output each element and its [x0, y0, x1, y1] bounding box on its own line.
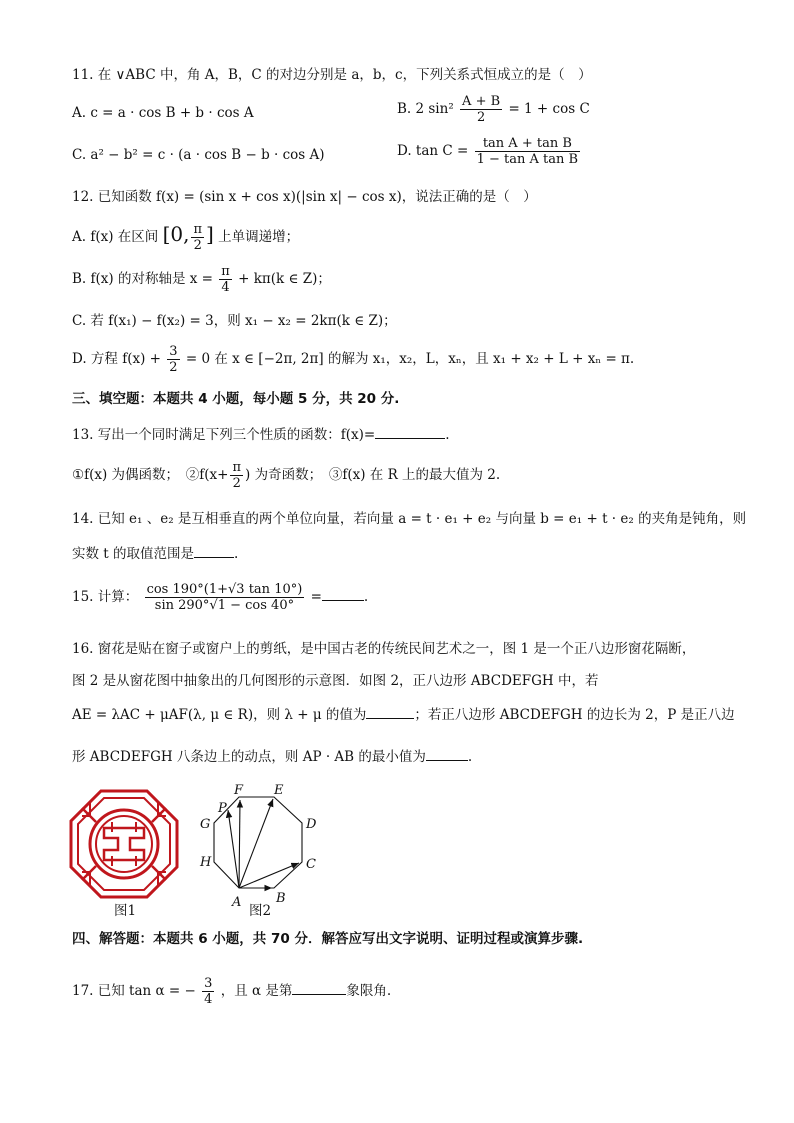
q12-option-d: D. 方程 f(x) + $\frac{3}{2}$ = 0 在 x ∈ [−2π, 2π] 的解为 x₁，x₂，L，xₙ，且 x₁ + x₂ + L + xₙ = π.	[72, 344, 635, 375]
q12-d-fraction: $\frac{3}{2}$	[169, 344, 178, 375]
vertex-label-e: E	[274, 783, 284, 798]
vertex-label-d: D	[306, 817, 317, 832]
q15: 15. 计算： $\frac{\cos 190^\circ(1+√3 \tan 10^\circ)}{\sin 290^\circ√1 - \cos 40^\circ}$ = .	[72, 582, 369, 613]
figure-1-caption: 图1	[114, 903, 137, 919]
q11-b-fraction: $\frac{A + B}{2}$	[462, 94, 501, 125]
q15-fraction: $\frac{\cos 190^\circ(1+√3 \tan 10^\circ)}{\sin 290^\circ√1 - \cos 40^\circ}$	[146, 582, 303, 613]
q16-line4: 形 ABCDEFGH 八条边上的动点，则 AP · AB 的最小值为 .	[72, 749, 473, 765]
q13-answer-blank	[375, 438, 445, 439]
q11-option-b: B. 2 sin² $\frac{A + B}{2}$ = 1 + cos C	[397, 94, 590, 125]
vertex-label-c: C	[306, 857, 316, 872]
q16-line3: AE = λAC + μAF(λ, μ ∈ R)，则 λ + μ 的值为 ；若正八边形 ABCDEFGH 的边长为 2，P 是正八边	[72, 707, 735, 723]
q17-fraction: $\frac{3}{4}$	[204, 976, 213, 1007]
q11-option-a: A. c = a · cos B + b · cos A	[72, 105, 254, 121]
q12-option-a: A. f(x) 在区间 [0, $\frac{\pi}{2}$ ] 上单调递增；	[72, 222, 300, 253]
figure-2-octagon-diagram	[196, 780, 336, 910]
q16-answer-blank-1	[366, 718, 414, 719]
vertex-label-g: G	[200, 817, 211, 832]
point-label-p: P	[218, 801, 227, 816]
q11-stem: 11. 在 ∨ABC 中，角 A，B，C 的对边分别是 a，b，c，下列关系式恒成立的是（ ）	[72, 67, 592, 83]
q11-option-d: D. tan C = $\frac{\text{tan A + tan B}}{\text{1 − tan A tan B}}$	[397, 136, 579, 167]
q12-option-c: C. 若 f(x₁) − f(x₂) = 3，则 x₁ − x₂ = 2kπ(k ∈ Z)；	[72, 313, 397, 329]
vertex-label-h: H	[200, 855, 212, 870]
q12-a-fraction: $\frac{\pi}{2}$	[193, 222, 203, 253]
lattice-pattern	[71, 791, 177, 897]
q14-answer-blank	[194, 557, 234, 558]
section-4-heading: 四、解答题：本题共 6 小题，共 70 分．解答应写出文字说明、证明过程或演算步骤.	[72, 931, 584, 947]
q14-line2: 实数 t 的取值范围是 .	[72, 546, 239, 562]
vertex-label-a: A	[232, 895, 242, 910]
figure-1-window-lattice	[68, 788, 180, 900]
figure-2-caption: 图2	[249, 903, 272, 919]
q17: 17. 已知 tan α = − $\frac{3}{4}$ ，且 α 是第 象限角.	[72, 976, 392, 1007]
vertex-label-b: B	[276, 891, 286, 906]
q13-stem: 13. 写出一个同时满足下列三个性质的函数：f(x)= .	[72, 427, 450, 443]
q16-line2: 图 2 是从窗花图中抽象出的几何图形的示意图．如图 2，正八边形 ABCDEFGH 中，若	[72, 673, 599, 689]
q16-line1: 16. 窗花是贴在窗子或窗户上的剪纸，是中国古老的传统民间艺术之一，图 1 是一个正八边形窗花隔断，	[72, 641, 696, 657]
q13-fraction: $\frac{\pi}{2}$	[232, 460, 242, 491]
q12-stem: 12. 已知函数 f(x) = (sin x + cos x)(|sin x| − cos x)，说法正确的是（ ）	[72, 189, 537, 205]
q14-line1: 14. 已知 e₁ 、e₂ 是互相垂直的两个单位向量，若向量 a = t · e₁ + e₂ 与向量 b = e₁ + t · e₂ 的夹角是钝角，则	[72, 511, 747, 527]
section-3-heading: 三、填空题：本题共 4 小题，每小题 5 分，共 20 分.	[72, 391, 400, 407]
q15-answer-blank	[322, 600, 364, 601]
q17-answer-blank	[292, 994, 346, 995]
q12-b-fraction: $\frac{\pi}{4}$	[221, 264, 230, 295]
octagon-shape	[214, 797, 302, 888]
q16-answer-blank-2	[426, 760, 468, 761]
vertex-label-f: F	[234, 783, 244, 798]
q12-option-b: B. f(x) 的对称轴是 x = $\frac{\pi}{4}$ + kπ(k ∈ Z)；	[72, 264, 331, 295]
q13-properties: ①f(x) 为偶函数； ②f(x+ $\frac{\pi}{2}$ ) 为奇函数； ③f(x) 在 R 上的最大值为 2.	[72, 460, 501, 491]
q11-option-c: C. a² − b² = c · (a · cos B − b · cos A)	[72, 147, 325, 163]
q11-d-fraction: $\frac{\text{tan A + tan B}}{\text{1 − tan A tan B}}$	[476, 136, 579, 167]
